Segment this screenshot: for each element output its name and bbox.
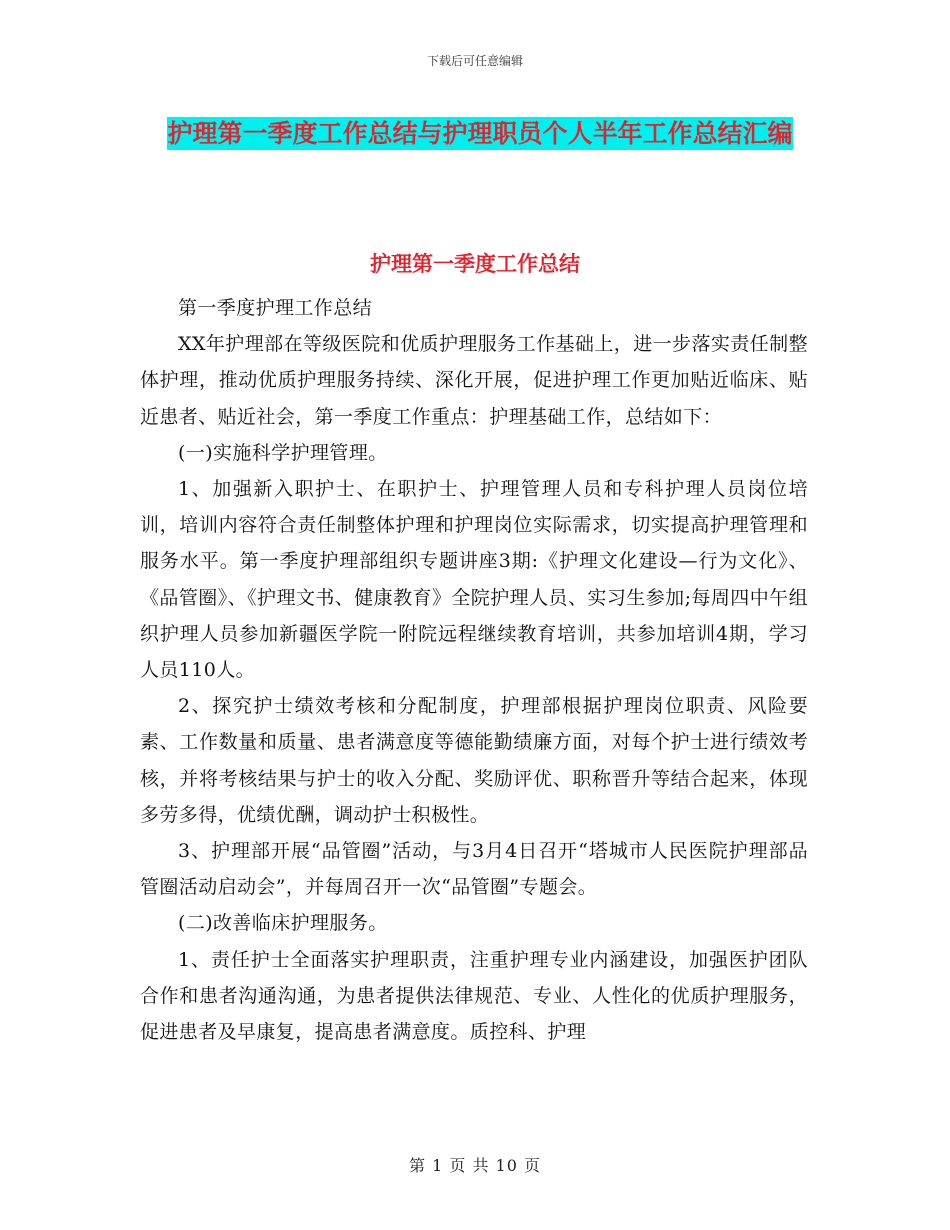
paragraph: XX年护理部在等级医院和优质护理服务工作基础上，进一步落实责任制整体护理，推动优质护理服务持续、深化开展，促进护理工作更加贴近临床、贴近患者、贴近社会，第一季度工作重点：护理基础工作，总结如下： (140, 333, 808, 428)
paragraph: 1、责任护士全面落实护理职责，注重护理专业内涵建设，加强医护团队合作和患者沟通沟通，为患者提供法律规范、专业、人性化的优质护理服务，促进患者及早康复，提高患者满意度。质控科、护理 (140, 948, 808, 1044)
paragraph: (一)实施科学护理管理。 (178, 441, 388, 464)
header-note: 下载后可任意编辑 (426, 54, 523, 68)
page-footer: 第 1 页 共 10 页 (409, 1156, 541, 1175)
paragraph: (二)改善临床护理服务。 (178, 912, 388, 935)
paragraph: 1、加强新入职护士、在职护士、护理管理人员和专科护理人员岗位培训，培训内容符合责任制整体护理和护理岗位实际需求，切实提高护理管理和服务水平。第一季度护理部组织专题讲座3期:《护理文化建设—行为文化》、《品管圈》、《护理文书、健康教育》全院护理人员、实习生参加;每周四中午组织护理人员参加新疆医学院一附院远程继续教育培训，共参加培训4期，学习人员110人。 (140, 478, 808, 682)
document-title-text: 护理第一季度工作总结与护理职员个人半年工作总结汇编 (167, 119, 793, 148)
paragraph: 2、探究护士绩效考核和分配制度，护理部根据护理岗位职责、风险要素、工作数量和质量、患者满意度等德能勤绩廉方面，对每个护士进行绩效考核，并将考核结果与护士的收入分配、奖励评优、职称晋升等结合起来，体现多劳多得，优绩优酬，调动护士积极性。 (140, 695, 808, 826)
paragraph: 第一季度护理工作总结 (178, 297, 373, 319)
section-title: 护理第一季度工作总结 (370, 252, 580, 276)
body-text (140, 290, 808, 1050)
paragraph: 3、护理部开展“品管圈”活动，与3月4日召开“塔城市人民医院护理部品管圈活动启动会”，并每周召开一次“品管圈”专题会。 (140, 840, 808, 899)
document-title (140, 112, 820, 156)
